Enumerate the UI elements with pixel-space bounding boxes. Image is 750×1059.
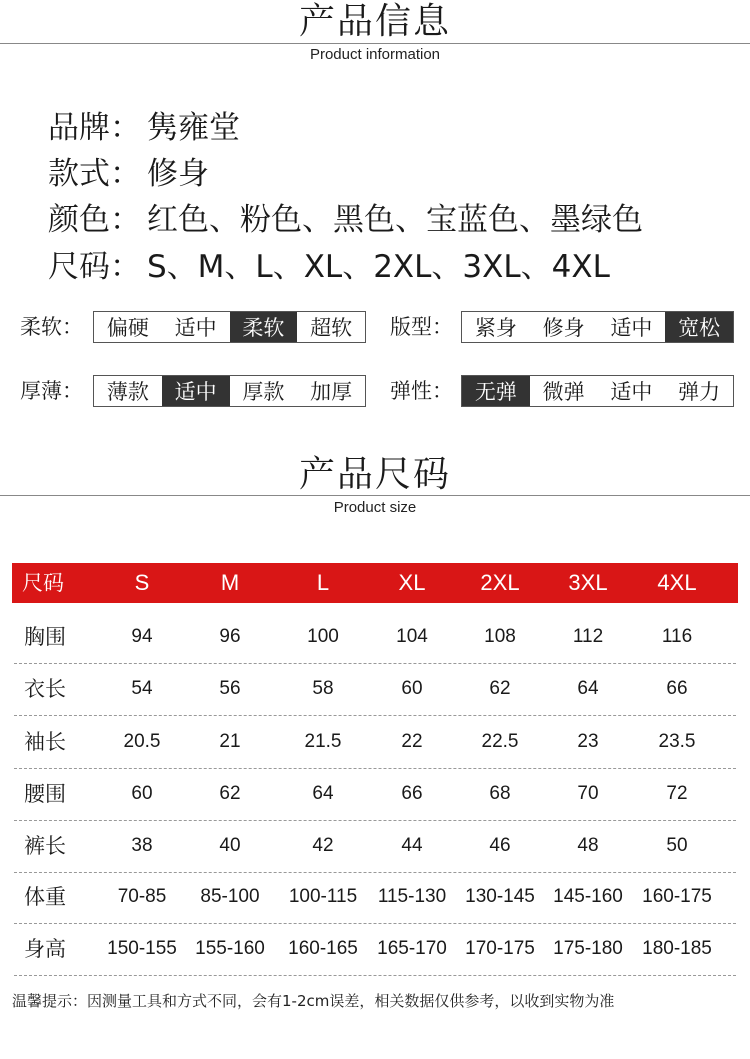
softness-option[interactable]: 柔软 xyxy=(230,312,298,342)
thickness-option[interactable]: 适中 xyxy=(162,376,230,406)
measurement-note: 温馨提示：因测量工具和方式不同，会有1-2cm误差，相关数据仅供参考，以收到实物为准 xyxy=(12,992,615,1010)
softness-label: 柔软： xyxy=(20,315,83,339)
size-header-cell: 4XL xyxy=(657,570,697,595)
table-cell: 96 xyxy=(219,626,241,647)
size-row xyxy=(48,249,610,285)
softness-option[interactable]: 适中 xyxy=(174,316,217,340)
row-label: 裤长 xyxy=(24,834,66,858)
table-cell: 23 xyxy=(577,731,599,752)
table-cell: 23.5 xyxy=(658,731,696,752)
table-cell: 40 xyxy=(219,835,241,856)
elasticity-option[interactable]: 微弹 xyxy=(542,380,585,404)
thickness-option[interactable]: 加厚 xyxy=(310,380,353,404)
elasticity-option[interactable]: 无弹 xyxy=(462,376,530,406)
table-row xyxy=(0,663,750,715)
table-row xyxy=(0,871,750,923)
table-cell: 54 xyxy=(131,678,153,699)
info-section-divider xyxy=(0,43,750,44)
table-cell: 85-100 xyxy=(200,886,260,907)
table-cell: 66 xyxy=(401,783,423,804)
table-cell: 175-180 xyxy=(553,938,623,959)
thickness-option[interactable]: 薄款 xyxy=(106,380,149,404)
table-cell: 42 xyxy=(312,835,334,856)
table-cell: 108 xyxy=(484,626,516,647)
table-cell: 48 xyxy=(577,835,599,856)
table-cell: 68 xyxy=(489,783,511,804)
size-header-cell: L xyxy=(316,570,330,595)
table-row xyxy=(0,768,750,820)
table-cell: 58 xyxy=(312,678,334,699)
table-row xyxy=(0,611,750,663)
size-header-cell: M xyxy=(220,570,240,595)
thickness-option[interactable]: 厚款 xyxy=(242,380,285,404)
size-value: S、M、L、XL、2XL、3XL、4XL xyxy=(147,249,610,285)
table-cell: 21.5 xyxy=(304,731,342,752)
table-cell: 94 xyxy=(131,626,153,647)
size-table-header xyxy=(12,563,738,603)
table-cell: 155-160 xyxy=(195,938,265,959)
table-cell: 100 xyxy=(307,626,339,647)
table-cell: 64 xyxy=(577,678,599,699)
table-cell: 116 xyxy=(661,626,693,647)
fit-option[interactable]: 适中 xyxy=(610,316,653,340)
style-value: 修身 xyxy=(147,156,209,192)
size-section-title: 产品尺码 xyxy=(298,454,451,495)
info-section-title: 产品信息 xyxy=(298,1,451,42)
elasticity-option[interactable]: 弹力 xyxy=(678,380,721,404)
table-cell: 70-85 xyxy=(117,886,167,907)
table-cell: 38 xyxy=(131,835,153,856)
table-cell: 62 xyxy=(219,783,241,804)
size-section-divider xyxy=(0,495,750,496)
table-cell: 180-185 xyxy=(642,938,712,959)
softness-selector xyxy=(93,311,366,343)
table-cell: 160-175 xyxy=(642,886,712,907)
table-cell: 44 xyxy=(401,835,423,856)
table-row xyxy=(0,716,750,768)
table-cell: 72 xyxy=(666,783,688,804)
color-value: 红色、粉色、黑色、宝蓝色、墨绿色 xyxy=(147,202,643,238)
brand-label: 品牌： xyxy=(48,110,141,146)
elasticity-label: 弹性： xyxy=(390,379,453,403)
table-cell: 22 xyxy=(401,731,423,752)
size-label: 尺码： xyxy=(48,249,141,285)
fit-option[interactable]: 紧身 xyxy=(474,316,517,340)
color-label: 颜色： xyxy=(48,202,141,238)
size-header-cell: XL xyxy=(398,570,426,595)
size-section-subtitle: Product size xyxy=(333,499,417,516)
row-label: 衣长 xyxy=(24,677,66,701)
softness-option[interactable]: 偏硬 xyxy=(106,316,149,340)
row-label: 身高 xyxy=(24,937,66,961)
thickness-selector xyxy=(93,375,366,407)
table-cell: 66 xyxy=(666,678,688,699)
table-cell: 145-160 xyxy=(553,886,623,907)
table-cell: 62 xyxy=(489,678,511,699)
table-cell: 100-115 xyxy=(288,886,358,907)
table-cell: 60 xyxy=(401,678,423,699)
brand-row xyxy=(48,110,240,146)
info-section-subtitle: Product information xyxy=(309,46,441,63)
table-cell: 50 xyxy=(666,835,688,856)
table-cell: 170-175 xyxy=(465,938,535,959)
table-cell: 104 xyxy=(396,626,428,647)
fit-option[interactable]: 修身 xyxy=(542,316,585,340)
softness-option[interactable]: 超软 xyxy=(310,316,353,340)
table-cell: 112 xyxy=(572,626,604,647)
table-cell: 46 xyxy=(489,835,511,856)
color-row xyxy=(48,202,643,238)
style-label: 款式： xyxy=(48,156,141,192)
row-label: 袖长 xyxy=(24,730,66,754)
row-label: 腰围 xyxy=(24,782,66,806)
table-cell: 64 xyxy=(312,783,334,804)
table-row xyxy=(0,820,750,872)
size-header-label: 尺码 xyxy=(22,571,64,595)
table-cell: 150-155 xyxy=(107,938,177,959)
brand-value: 隽雍堂 xyxy=(147,110,240,146)
table-cell: 56 xyxy=(219,678,241,699)
table-cell: 21 xyxy=(219,731,241,752)
size-header-cell: S xyxy=(134,570,150,595)
elasticity-option[interactable]: 适中 xyxy=(610,380,653,404)
row-divider xyxy=(14,975,736,976)
row-label: 胸围 xyxy=(24,625,66,649)
table-cell: 22.5 xyxy=(481,731,519,752)
table-cell: 115-130 xyxy=(377,886,447,907)
table-cell: 165-170 xyxy=(377,938,447,959)
fit-selector xyxy=(461,311,734,343)
thickness-label: 厚薄： xyxy=(20,379,83,403)
size-header-cell: 3XL xyxy=(568,570,608,595)
elasticity-selector xyxy=(461,375,734,407)
table-cell: 130-145 xyxy=(465,886,535,907)
table-cell: 60 xyxy=(131,783,153,804)
style-row xyxy=(48,156,209,192)
size-header-cell: 2XL xyxy=(480,570,520,595)
fit-label: 版型： xyxy=(390,315,453,339)
table-cell: 20.5 xyxy=(123,731,161,752)
table-row xyxy=(0,923,750,975)
table-cell: 160-165 xyxy=(288,938,358,959)
fit-option[interactable]: 宽松 xyxy=(665,312,733,342)
table-cell: 70 xyxy=(577,783,599,804)
row-label: 体重 xyxy=(24,885,66,909)
